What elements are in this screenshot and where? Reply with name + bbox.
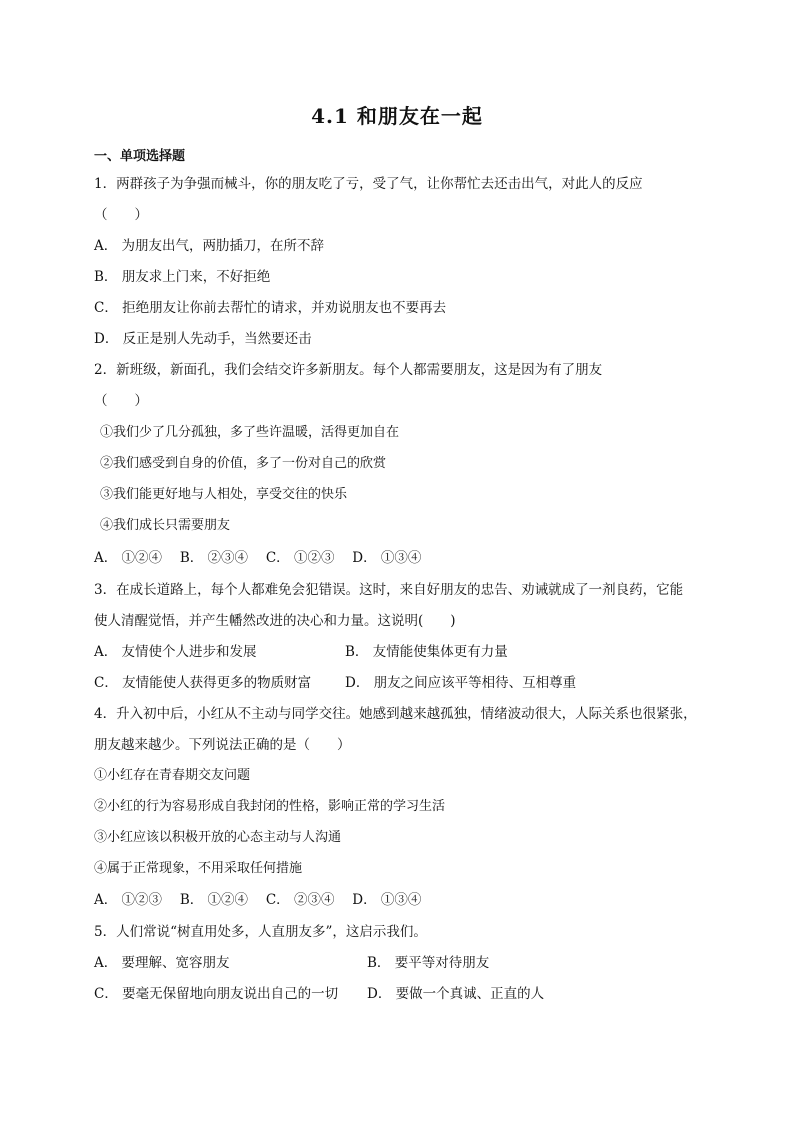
q2-statement-3: ③我们能更好地与人相处，享受交往的快乐 <box>100 487 348 502</box>
q1-option-b: B． 朋友求上门来，不好拒绝 <box>94 269 271 285</box>
q3-option-b: B． 友情能使集体更有力量 <box>345 644 508 660</box>
q3-option-c: C． 友情能使人获得更多的物质财富 <box>94 675 312 691</box>
q3-option-a: A． 友情使个人进步和发展 <box>94 644 257 660</box>
q5-option-c: C． 要毫无保留地向朋友说出自己的一切 <box>94 986 339 1002</box>
q2-stem-line2: （ ） <box>94 393 148 409</box>
q5-option-a: A． 要理解、宽容朋友 <box>94 955 230 971</box>
q2-statement-2: ②我们感受到自身的价值，多了一份对自己的欣赏 <box>100 456 387 471</box>
q4-stem-line2: 朋友越来越少。下列说法正确的是（ ） <box>94 737 351 753</box>
q3-option-d: D． 朋友之间应该平等相待、互相尊重 <box>345 675 577 691</box>
q3-stem-line1: 3．在成长道路上，每个人都难免会犯错误。这时，来自好朋友的忠告、劝诫就成了一剂良药，它能 <box>94 582 684 598</box>
q5-option-b: B． 要平等对待朋友 <box>367 955 490 971</box>
q5-option-d: D． 要做一个真诚、正直的人 <box>367 986 545 1002</box>
q2-options: A． ①②④ B． ②③④ C． ①②③ D． ①③④ <box>94 550 422 566</box>
q4-statement-3: ③小红应该以积极开放的心态主动与人沟通 <box>94 830 342 845</box>
q2-stem-line1: 2．新班级，新面孔，我们会结交许多新朋友。每个人都需要朋友，这是因为有了朋友 <box>94 362 603 378</box>
q4-statement-1: ①小红存在青春期交友问题 <box>94 768 251 783</box>
q1-stem-line2: （ ） <box>94 207 148 223</box>
section-heading: 一、单项选择题 <box>94 149 186 164</box>
q2-statement-4: ④我们成长只需要朋友 <box>100 518 231 533</box>
q4-stem-line1: 4．升入初中后，小红从不主动与同学交往。她感到越来越孤独，情绪波动很大，人际关系也很紧张， <box>94 706 697 722</box>
q1-stem-line1: 1．两群孩子为争强而械斗，你的朋友吃了亏，受了气，让你帮忙去还击出气，对此人的反应 <box>94 176 643 192</box>
q4-statement-2: ②小红的行为容易形成自我封闭的性格，影响正常的学习生活 <box>94 799 446 814</box>
q2-statement-1: ①我们少了几分孤独，多了些许温暖，活得更加自在 <box>100 425 400 440</box>
q1-option-c: C． 拒绝朋友让你前去帮忙的请求，并劝说朋友也不要再去 <box>94 300 447 316</box>
q4-statement-4: ④属于正常现象，不用采取任何措施 <box>94 861 303 876</box>
q1-option-d: D． 反正是别人先动手，当然要还击 <box>94 331 312 347</box>
page-title: 4.1 和朋友在一起 <box>311 104 483 128</box>
q3-stem-line2: 使人清醒觉悟，并产生幡然改进的决心和力量。这说明( ) <box>94 613 456 629</box>
q1-option-a: A． 为朋友出气，两肋插刀，在所不辞 <box>94 238 325 254</box>
q5-stem: 5．人们常说“树直用处多，人直朋友多”，这启示我们。 <box>94 924 427 940</box>
q4-options: A． ①②③ B． ①②④ C． ②③④ D． ①③④ <box>94 892 422 908</box>
